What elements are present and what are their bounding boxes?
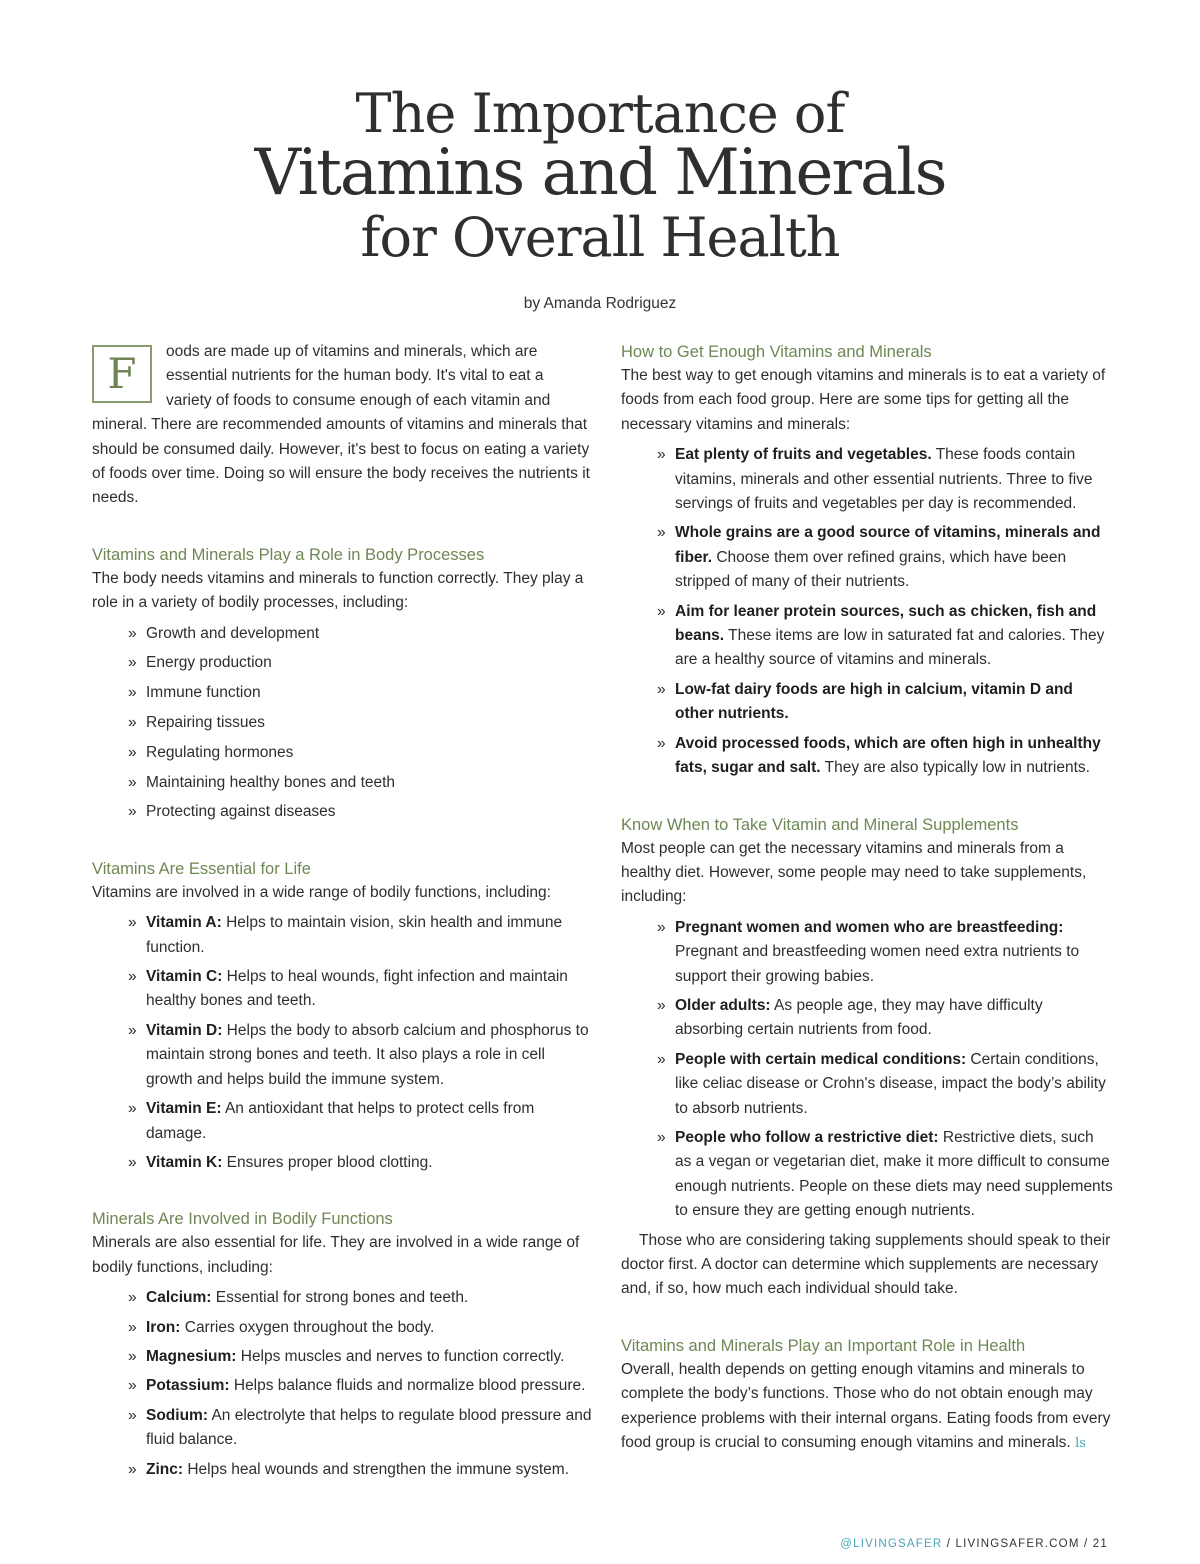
list-item (621, 443, 1113, 516)
item-term: Potassium: (146, 1377, 230, 1395)
item-term: Zinc: (146, 1460, 184, 1478)
item-term: Vitamin D: (146, 1021, 223, 1039)
item-desc: As people age, they may have difficulty absorbing certain nutrients from food. (675, 996, 1043, 1039)
supplements-closing: Those who are considering taking supplements should speak to their doctor first. A doctor can determine which supplements are necessary and, if so, how much each individual should take. (621, 1231, 1111, 1298)
list-item (92, 1097, 592, 1146)
list-item (92, 1316, 592, 1340)
list-item (92, 1345, 592, 1369)
title-line-1: The Importance of (355, 82, 845, 145)
item-desc: Helps the body to absorb calcium and phosphorus to maintain strong bones and teeth. It also plays a role in cell growth and helps build the immune system. (146, 1021, 589, 1088)
health-body: Overall, health depends on getting enough vitamins and minerals to complete the body’s functions. Those who do not obtain enough may experience problems with their internal organs. Eating foods from every food group is crucial to consuming enough vitamins and minerals. (621, 1360, 1111, 1452)
intro-text: oods are made up of vitamins and minerals, which are essential nutrients for the human body. It's vital to eat a variety of foods to consume enough of each vitamin and mineral. There are recommended amounts of vitamins and minerals that should be consumed daily. However, it's best to focus on eating a variety of foods over time. Doing so will ensure the body receives the nutrients it needs. (92, 343, 590, 507)
list-item (621, 994, 1113, 1043)
item-desc: They are also typically low in nutrients. (820, 759, 1090, 777)
list-item (92, 1458, 592, 1482)
get-enough-text: The best way to get enough vitamins and minerals is to eat a variety of foods from each food group. Here are some tips for getting all the necessary vitamins and minerals: (621, 367, 1106, 433)
body-processes-text: The body needs vitamins and minerals to function correctly. They play a role in a variety of bodily processes, including: (92, 569, 584, 612)
list-item (621, 1048, 1113, 1121)
end-mark-icon: ls (1075, 1436, 1086, 1452)
list-item (92, 1286, 592, 1310)
item-term: Magnesium: (146, 1347, 237, 1365)
item-term: Aim for leaner protein sources, such as chicken, fish and beans. (675, 602, 1097, 645)
list-item (621, 521, 1113, 594)
item-desc: Helps balance fluids and normalize blood pressure. (229, 1377, 586, 1395)
list-item (92, 1019, 592, 1092)
list-item: » Growth and development (92, 622, 592, 646)
list-item (92, 1151, 592, 1175)
title-line-2: Vitamins and Minerals (254, 136, 946, 210)
item-term: Older adults: (675, 996, 771, 1014)
list-item (621, 678, 1113, 727)
item-term: Vitamin A: (146, 914, 222, 932)
item-desc: Helps to heal wounds, fight infection and maintain healthy bones and teeth. (146, 968, 568, 1010)
list-item (621, 1126, 1113, 1224)
heading-supplements: Know When to Take Vitamin and Mineral Supplements (621, 815, 1019, 834)
footer-separator: / (942, 1538, 956, 1550)
item-desc: Carries oxygen throughout the body. (180, 1318, 435, 1336)
item-term: Pregnant women and women who are breastfeeding: (675, 918, 1064, 936)
heading-body-processes: Vitamins and Minerals Play a Role in Body Processes (92, 545, 485, 564)
list-item (621, 732, 1113, 781)
item-desc: Helps heal wounds and strengthen the immune system. (183, 1460, 570, 1478)
item-desc: Helps muscles and nerves to function correctly. (236, 1347, 565, 1365)
minerals-list (92, 1286, 592, 1482)
item-desc: An electrolyte that helps to regulate blood pressure and fluid balance. (146, 1406, 592, 1449)
item-term: Low-fat dairy foods are high in calcium, vitamin D and other nutrients. (675, 680, 1073, 723)
supplements-text: Most people can get the necessary vitamins and minerals from a healthy diet. However, some people may need to take supplements, including: (621, 839, 1087, 906)
drop-cap: F (92, 345, 152, 403)
item-desc: Pregnant and breastfeeding women need extra nutrients to support their growing babies. (675, 943, 1080, 985)
item-term: Avoid processed foods, which are often high in unhealthy fats, sugar and salt. (675, 734, 1101, 777)
list-item (92, 911, 592, 960)
list-item: » Protecting against diseases (92, 800, 592, 824)
page-number: 21 (1092, 1538, 1108, 1550)
item-desc: Ensures proper blood clotting. (222, 1153, 433, 1171)
item-term: People who follow a restrictive diet: (675, 1128, 939, 1146)
page-footer (840, 1538, 1108, 1550)
list-item: » Regulating hormones (92, 741, 592, 765)
heading-vitamins: Vitamins Are Essential for Life (92, 859, 311, 878)
heading-health: Vitamins and Minerals Play an Important Role in Health (621, 1336, 1026, 1355)
list-item (621, 600, 1113, 673)
item-desc: These foods contain vitamins, minerals and other essential nutrients. Three to five servings of fruits and vegetables per day is recommended. (675, 446, 1093, 513)
item-term: Iron: (146, 1318, 181, 1336)
item-term: Calcium: (146, 1289, 212, 1307)
list-item: » Repairing tissues (92, 711, 592, 735)
item-term: Vitamin C: (146, 968, 223, 986)
byline: by Amanda Rodriguez (523, 295, 677, 312)
item-term: Vitamin K: (146, 1153, 223, 1171)
item-desc: Essential for strong bones and teeth. (211, 1289, 469, 1307)
vitamins-list (92, 911, 592, 1175)
right-column (621, 340, 1113, 1456)
item-term: Sodium: (146, 1406, 208, 1424)
item-desc: Choose them over refined grains, which have been stripped of many of their nutrients. (675, 548, 1067, 591)
item-desc: Restrictive diets, such as a vegan or vegetarian diet, make it more difficult to consume enough nutrients. People on these diets may need supplements to ensure they are getting enough nutrients. (675, 1128, 1113, 1220)
item-term: People with certain medical conditions: (675, 1050, 967, 1068)
item-desc: An antioxidant that helps to protect cells from damage. (146, 1100, 535, 1142)
minerals-text: Minerals are also essential for life. They are involved in a wide range of bodily functions, including: (92, 1234, 580, 1276)
item-term: Eat plenty of fruits and vegetables. (675, 446, 932, 464)
footer-site[interactable]: LIVINGSAFER.COM (955, 1538, 1080, 1550)
list-item (92, 1404, 592, 1453)
list-item (621, 916, 1113, 989)
list-item: » Immune function (92, 681, 592, 705)
item-term: Vitamin E: (146, 1100, 222, 1118)
list-item: » Energy production (92, 651, 592, 675)
list-item: » Maintaining healthy bones and teeth (92, 771, 592, 795)
footer-separator: / (1079, 1538, 1093, 1550)
tips-list (621, 443, 1113, 780)
item-desc: Certain conditions, like celiac disease or Crohn's disease, impact the body’s ability to absorb nutrients. (675, 1050, 1106, 1117)
list-item (92, 965, 592, 1014)
item-desc: Helps to maintain vision, skin health and immune function. (146, 914, 563, 956)
heading-get-enough: How to Get Enough Vitamins and Minerals (621, 343, 932, 361)
footer-handle[interactable]: @LIVINGSAFER (840, 1538, 943, 1550)
heading-minerals: Minerals Are Involved in Bodily Functions (92, 1210, 393, 1229)
title-line-3: for Overall Health (360, 206, 840, 269)
item-desc: These items are low in saturated fat and calories. They are a healthy source of vitamins and minerals. (675, 627, 1105, 669)
vitamins-text: Vitamins are involved in a wide range of bodily functions, including: (92, 883, 551, 901)
health-text (621, 1358, 1113, 1457)
supplements-list (621, 916, 1113, 1224)
left-column (92, 340, 592, 1487)
item-term: Whole grains are a good source of vitamins, minerals and fiber. (675, 524, 1101, 566)
list-item (92, 1374, 592, 1398)
intro-paragraph (92, 340, 592, 511)
processes-list (92, 622, 592, 825)
